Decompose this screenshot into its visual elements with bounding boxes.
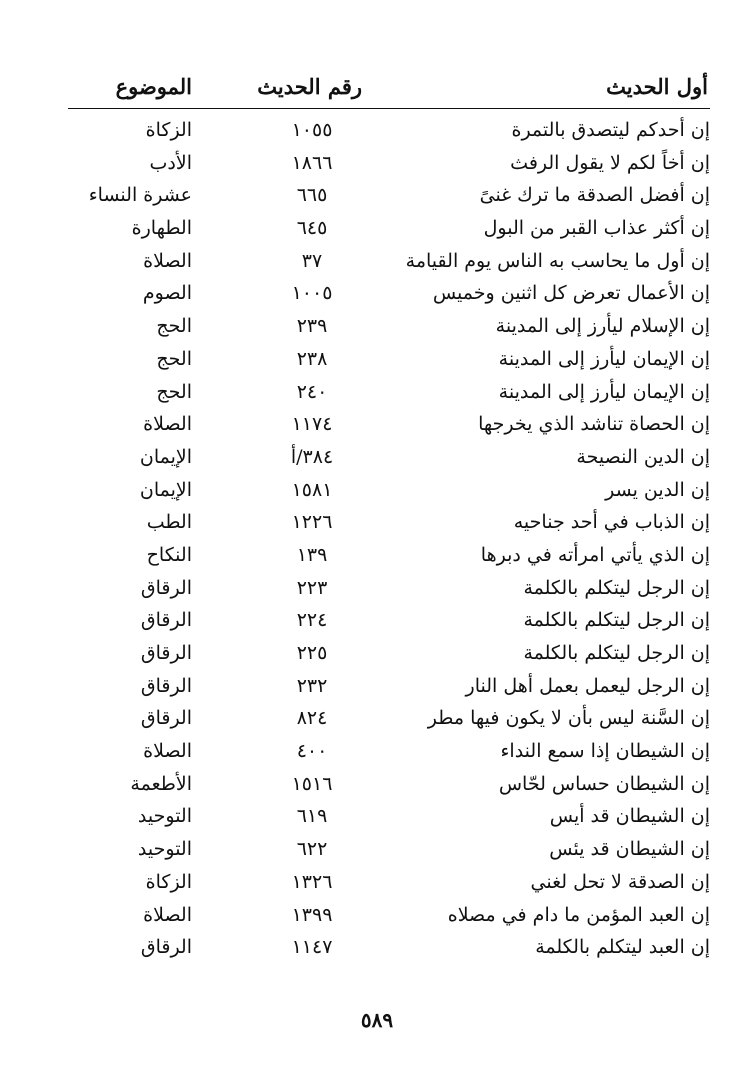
hadith-topic: الأدب <box>149 151 192 174</box>
hadith-first-words: إن الإيمان ليأرز إلى المدينة <box>498 347 710 370</box>
hadith-number: ١٨٦٦ <box>291 151 333 174</box>
hadith-number: ٦١٩ <box>296 805 328 828</box>
hadith-number: ٤٠٠ <box>296 740 328 763</box>
hadith-number: ٢٣٨ <box>296 347 328 370</box>
hadith-number: ١٣٩ <box>296 543 328 566</box>
hadith-first-words: إن الإسلام ليأرز إلى المدينة <box>495 315 710 338</box>
page-number: ٥٨٩ <box>360 1008 394 1032</box>
hadith-number: ١٥١٦ <box>291 772 333 795</box>
hadith-topic: عشرة النساء <box>88 184 192 207</box>
table-row <box>0 866 754 899</box>
hadith-topic: الأطعمة <box>130 772 192 795</box>
table-row <box>0 604 754 637</box>
hadith-number: ١٠٥٥ <box>291 119 333 141</box>
table-row <box>0 114 754 147</box>
hadith-first-words: إن الشيطان قد يئس <box>549 838 710 861</box>
hadith-first-words: إن العبد المؤمن ما دام في مصلاه <box>447 903 710 926</box>
hadith-topic: الرقاق <box>140 936 192 959</box>
hadith-topic: الإيمان <box>139 478 192 501</box>
table-row <box>0 539 754 572</box>
table-row <box>0 245 754 278</box>
header-divider <box>68 108 710 109</box>
hadith-topic: الرقاق <box>140 576 192 599</box>
hadith-first-words: إن الإيمان ليأرز إلى المدينة <box>498 380 710 403</box>
hadith-topic: الإيمان <box>139 445 192 468</box>
table-row <box>0 833 754 866</box>
hadith-number: ٢٢٣ <box>296 576 328 599</box>
hadith-first-words: إن الشيطان حساس لحّاس <box>498 772 710 795</box>
hadith-first-words: إن الأعمال تعرض كل اثنين وخميس <box>432 282 710 305</box>
hadith-topic: الرقاق <box>140 674 192 697</box>
hadith-topic: الزكاة <box>145 870 192 893</box>
hadith-first-words: إن الرجل ليتكلم بالكلمة <box>523 642 710 664</box>
hadith-number: ٦٤٥ <box>296 217 328 240</box>
table-row <box>0 408 754 441</box>
hadith-first-words: إن أول ما يحاسب به الناس يوم القيامة <box>405 249 710 272</box>
header-topic: الموضوع <box>115 74 192 99</box>
hadith-topic: الصلاة <box>143 740 192 763</box>
hadith-number: ٦٢٢ <box>296 838 328 861</box>
table-row <box>0 441 754 474</box>
hadith-topic: الصلاة <box>143 903 192 926</box>
hadith-number: ٨٢٤ <box>296 707 328 730</box>
table-row <box>0 474 754 507</box>
hadith-number: ٢٣٩ <box>296 315 328 338</box>
table-row <box>0 343 754 376</box>
table-row <box>0 735 754 768</box>
hadith-first-words: إن الشيطان إذا سمع النداء <box>500 740 710 763</box>
hadith-first-words: إن الدين النصيحة <box>576 445 710 468</box>
hadith-topic: الحج <box>156 380 192 403</box>
hadith-first-words: إن الرجل ليعمل بعمل أهل النار <box>465 674 710 697</box>
hadith-number: ١٣٩٩ <box>291 903 333 926</box>
header-first-words: أول الحديث <box>606 74 708 99</box>
hadith-topic: الحج <box>156 315 192 338</box>
hadith-number: ٣٨٤/أ <box>290 445 334 468</box>
hadith-topic: الرقاق <box>140 707 192 730</box>
hadith-first-words: إن الرجل ليتكلم بالكلمة <box>523 576 710 599</box>
hadith-number: ٢٣٢ <box>296 674 328 697</box>
table-row <box>0 147 754 180</box>
header-hadith-number: رقم الحديث <box>257 74 362 99</box>
hadith-number: ٦٦٥ <box>296 184 328 207</box>
table-row <box>0 212 754 245</box>
table-row <box>0 899 754 932</box>
hadith-first-words: إن أحدكم ليتصدق بالتمرة <box>511 119 710 141</box>
hadith-first-words: إن الحصاة تناشد الذي يخرجها <box>478 413 710 436</box>
hadith-number: ١١٧٤ <box>291 413 333 436</box>
hadith-topic: الطهارة <box>131 217 192 240</box>
table-row <box>0 670 754 703</box>
table-row <box>0 179 754 212</box>
table-row <box>0 277 754 310</box>
table-row <box>0 637 754 670</box>
hadith-first-words: إن الدين يسر <box>605 478 710 501</box>
hadith-first-words: إن الصدقة لا تحل لغني <box>530 870 710 893</box>
hadith-first-words: إن الذباب في أحد جناحيه <box>513 511 710 534</box>
table-row <box>0 768 754 801</box>
hadith-first-words: إن الرجل ليتكلم بالكلمة <box>523 609 710 632</box>
hadith-number: ٢٢٥ <box>296 642 328 664</box>
hadith-number: ١٠٠٥ <box>291 282 333 305</box>
hadith-first-words: إن الذي يأتي امرأته في دبرها <box>480 543 710 566</box>
hadith-first-words: إن العبد ليتكلم بالكلمة <box>535 936 710 959</box>
hadith-first-words: إن أفضل الصدقة ما ترك غنىً <box>479 184 710 207</box>
hadith-first-words: إن أكثر عذاب القبر من البول <box>483 217 710 240</box>
hadith-topic: الرقاق <box>140 609 192 632</box>
hadith-topic: النكاح <box>146 543 192 566</box>
hadith-topic: التوحيد <box>137 838 192 861</box>
table-row <box>0 310 754 343</box>
hadith-first-words: إن السَّنة ليس بأن لا يكون فيها مطر <box>427 707 710 730</box>
hadith-topic: الصلاة <box>143 249 192 272</box>
hadith-first-words: إن الشيطان قد أيس <box>549 805 710 828</box>
hadith-topic: الزكاة <box>145 119 192 141</box>
table-row <box>0 506 754 539</box>
hadith-topic: الحج <box>156 347 192 370</box>
hadith-number: ١٣٢٦ <box>291 870 333 893</box>
table-row <box>0 800 754 833</box>
hadith-topic: الصوم <box>142 282 192 305</box>
hadith-topic: التوحيد <box>137 805 192 828</box>
hadith-topic: الطب <box>146 511 192 534</box>
hadith-first-words: إن أخاً لكم لا يقول الرفث <box>510 151 710 174</box>
table-row <box>0 376 754 409</box>
hadith-topic: الصلاة <box>143 413 192 436</box>
hadith-topic: الرقاق <box>140 642 192 664</box>
hadith-number: ١٢٢٦ <box>291 511 333 534</box>
table-row <box>0 702 754 735</box>
table-header <box>0 72 754 106</box>
table-row <box>0 931 754 964</box>
hadith-number: ٣٧ <box>301 249 323 272</box>
hadith-number: ١١٤٧ <box>291 936 333 959</box>
table-row <box>0 572 754 605</box>
hadith-number: ٢٤٠ <box>296 380 328 403</box>
hadith-number: ٢٢٤ <box>296 609 328 632</box>
index-table <box>0 114 754 964</box>
hadith-number: ١٥٨١ <box>291 478 333 501</box>
